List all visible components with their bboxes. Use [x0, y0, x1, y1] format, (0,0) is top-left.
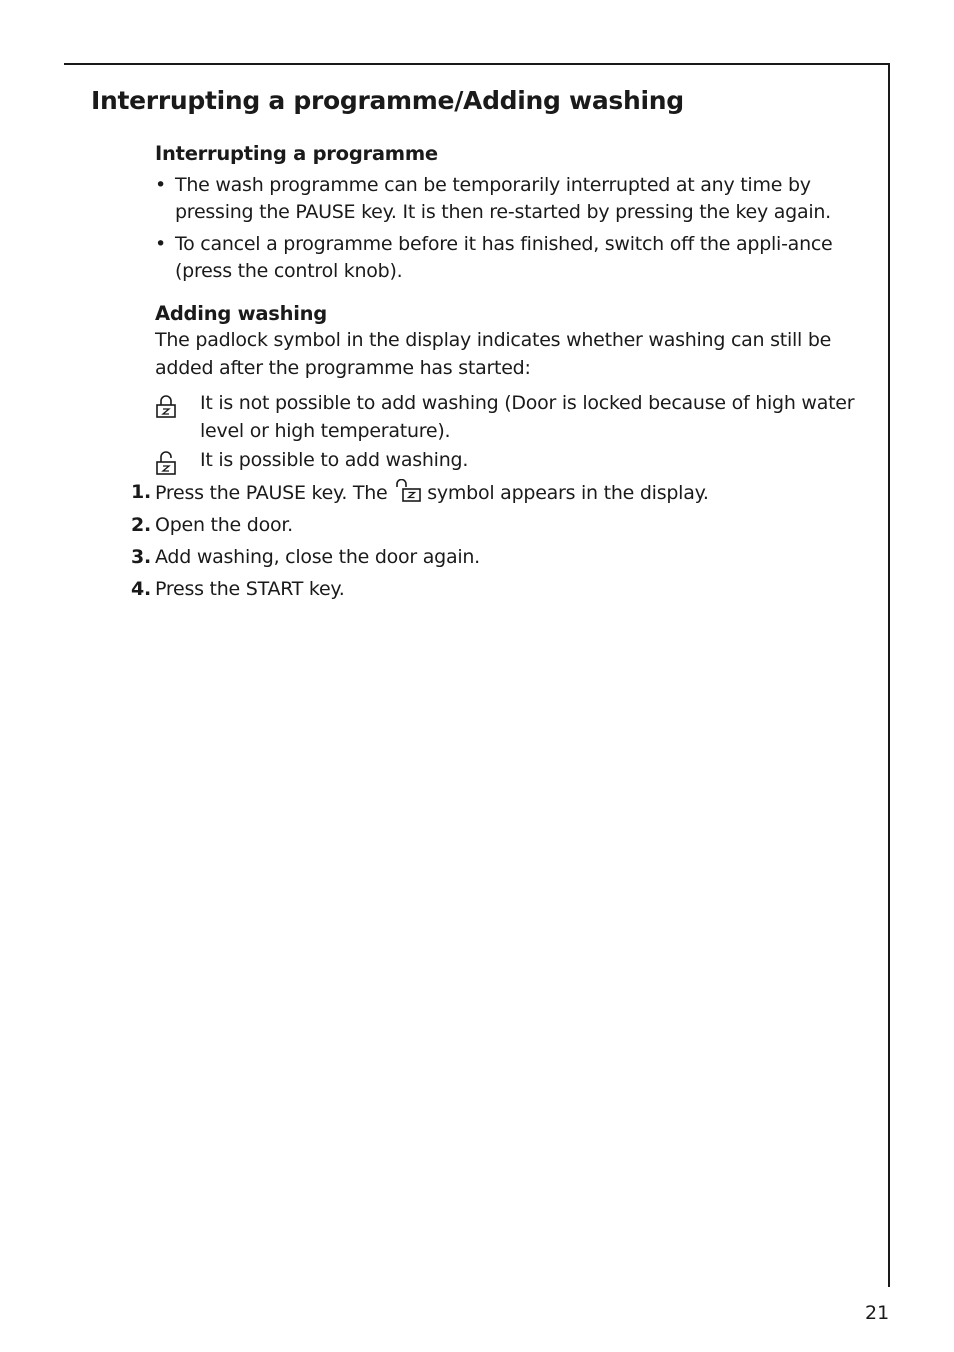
- step-text-before: Press the PAUSE key. The: [155, 481, 388, 504]
- bullet-item: • The wash programme can be temporarily interrupted at any time by pressing the PAUSE key. It is then re-started by pressing the key again.: [155, 172, 860, 227]
- interrupting-bullets: [155, 172, 860, 286]
- top-rule: [64, 63, 890, 65]
- adding-heading: Adding washing: [155, 301, 328, 325]
- content: [131, 140, 860, 608]
- step-text-after: symbol appears in the display.: [427, 481, 709, 504]
- interrupting-heading: Interrupting a programme: [155, 142, 438, 165]
- step-item: [131, 576, 860, 604]
- unlocked-text: It is possible to add washing.: [200, 449, 469, 471]
- step-item: [131, 544, 860, 572]
- page-title: Interrupting a programme/Adding washing: [91, 86, 684, 115]
- locked-text: It is not possible to add washing (Door is locked because of high water level or high temperature).: [200, 392, 855, 442]
- step-number: 1.: [131, 480, 151, 503]
- step-number: 3.: [131, 545, 151, 568]
- step-item: [131, 512, 860, 540]
- steps-list: [131, 479, 860, 604]
- step-number: 2.: [131, 513, 151, 536]
- locked-row: [155, 390, 860, 445]
- padlock-closed-icon: [155, 394, 177, 418]
- step-text: Add washing, close the door again.: [155, 545, 480, 568]
- unlocked-row: [155, 447, 860, 475]
- step-number: 4.: [131, 577, 151, 600]
- adding-intro: The padlock symbol in the display indicates whether washing can still be added after the programme has started:: [155, 329, 832, 379]
- padlock-open-icon: [393, 479, 423, 503]
- bullet-item: • To cancel a programme before it has finished, switch off the appli-ance (press the control knob).: [155, 231, 860, 286]
- step-text: Press the START key.: [155, 577, 345, 600]
- step-text: Open the door.: [155, 513, 293, 536]
- padlock-open-icon: [155, 451, 177, 475]
- step-item: [131, 479, 860, 508]
- side-rule: [888, 63, 890, 1287]
- page-number: 21: [865, 1302, 890, 1324]
